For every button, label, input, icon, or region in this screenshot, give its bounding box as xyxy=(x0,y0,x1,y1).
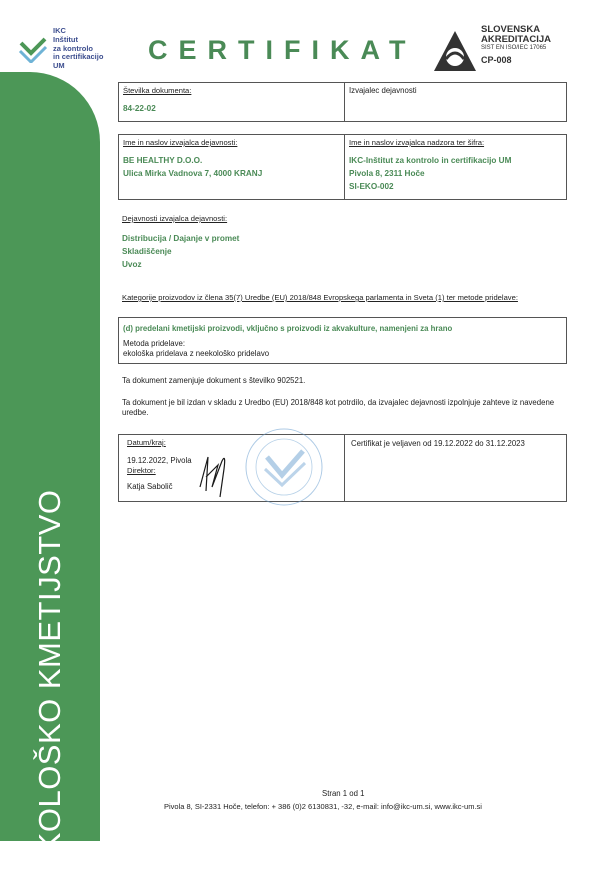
side-band-text: EKOLOŠKO KMETIJSTVO xyxy=(32,489,67,875)
official-stamp xyxy=(237,425,331,509)
operator-name: BE HEALTHY D.O.O. xyxy=(123,156,203,165)
category-value: (d) predelani kmetijski proizvodi, vključno s proizvodi iz akvakulture, namenjeni za hrano xyxy=(123,324,453,333)
replaces-text: Ta dokument zamenjuje dokument s številko 902521. xyxy=(122,376,306,385)
operator-address: Ulica Mirka Vadnova 7, 4000 KRANJ xyxy=(123,169,263,178)
page-number: Stran 1 od 1 xyxy=(322,789,365,798)
side-band xyxy=(0,72,100,875)
document-number-box xyxy=(118,82,345,122)
control-body-box xyxy=(344,134,567,200)
categories-label: Kategorije proizvodov iz člena 35(7) Uredbe (EU) 2018/848 Evropskega parlamenta in Sveta (1) ter metode pridelave: xyxy=(122,293,518,302)
operator-activity-label: Izvajalec dejavnosti xyxy=(349,86,417,95)
validity-text: Certifikat je veljaven od 19.12.2022 do 31.12.2023 xyxy=(351,439,525,448)
control-body-label: Ime in naslov izvajalca nadzora ter šifra: xyxy=(349,138,485,147)
control-body-address: Pivola 8, 2311 Hoče xyxy=(349,169,425,178)
method-value: ekološka pridelava z neekološko pridelavo xyxy=(123,349,270,358)
document-number-label: Številka dokumenta: xyxy=(123,86,192,95)
activities-label: Dejavnosti izvajalca dejavnosti: xyxy=(122,214,228,223)
validity-box xyxy=(344,434,567,502)
document-number-value: 84-22-02 xyxy=(123,104,156,113)
director-name: Katja Sabolič xyxy=(127,482,173,491)
accreditation-mark-icon xyxy=(432,29,478,73)
accreditation-standard: SIST EN ISO/IEC 17065 xyxy=(481,45,547,51)
operator-label: Ime in naslov izvajalca dejavnosti: xyxy=(123,138,238,147)
control-body-name: IKC-Inštitut za kontrolo in certifikacijo UM xyxy=(349,156,512,165)
issued-text: Ta dokument je bil izdan v skladu z Uredbo (EU) 2018/848 kot potrdilo, da izvajalec dejavnosti izpolnjuje zahteve iz navedene uredbe. xyxy=(122,398,555,417)
ikc-logo-text: IKC Inštitut za kontrolo in certifikacijo UM xyxy=(53,26,104,71)
signature-date-place: 19.12.2022, Pivola xyxy=(127,456,192,465)
ikc-logo xyxy=(18,27,118,72)
ikc-logo-mark-icon xyxy=(18,37,48,63)
signature-label: Datum/kraj: xyxy=(127,438,166,447)
accreditation-code: CP-008 xyxy=(481,55,512,65)
accreditation-name: SLOVENSKA AKREDITACIJA xyxy=(481,24,552,45)
activity-item: Distribucija / Dajanje v promet xyxy=(122,234,240,243)
control-body-code: SI-EKO-002 xyxy=(349,182,394,191)
activity-item: Skladiščenje xyxy=(122,247,172,256)
operator-box xyxy=(118,134,345,200)
page-title: CERTIFIKAT xyxy=(148,35,417,65)
footer-address: Pivola 8, SI-2331 Hoče, telefon: + 386 (0)2 6130831, -32, e-mail: info@ikc-um.si, www.ikc-um.si xyxy=(164,802,482,811)
operator-activity-box xyxy=(344,82,567,122)
method-label: Metoda pridelave: xyxy=(123,339,185,348)
signature-box xyxy=(118,434,345,502)
activity-item: Uvoz xyxy=(122,260,142,269)
director-label: Direktor: xyxy=(127,466,156,475)
categories-box xyxy=(118,317,567,364)
